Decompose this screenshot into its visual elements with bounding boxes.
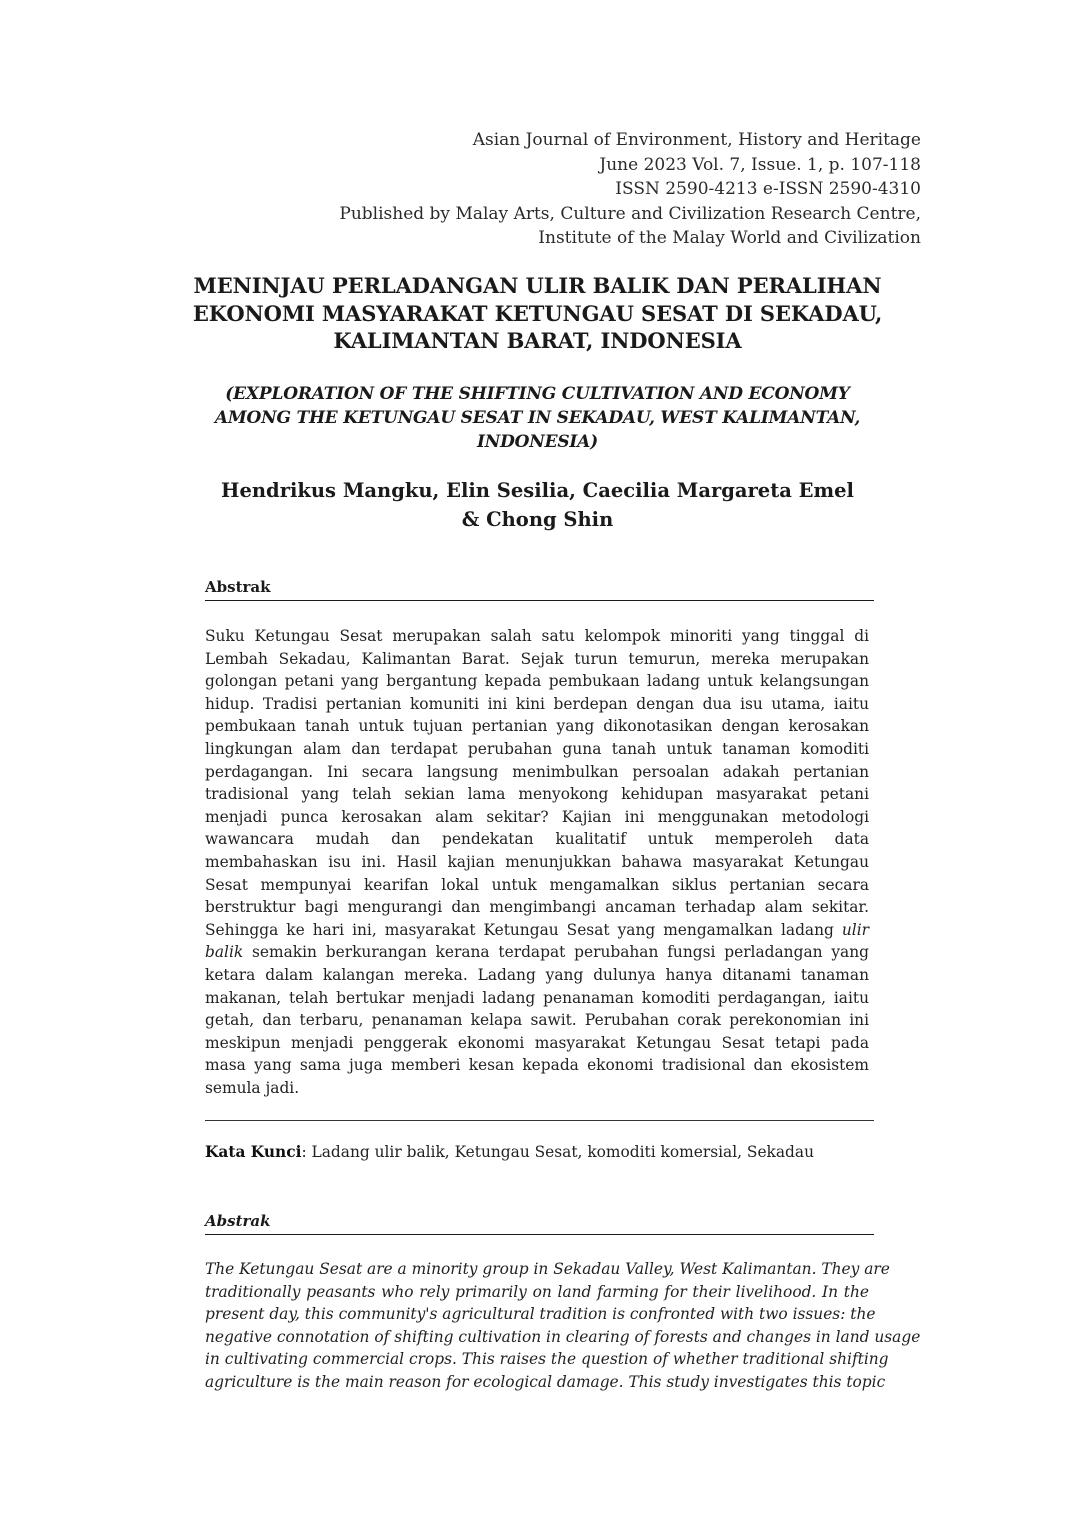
keywords [205, 1143, 874, 1161]
abstract-line: Suku Ketungau Sesat merupakan salah satu kelompok minoriti yang tinggal di [205, 627, 869, 645]
abstract-line [205, 919, 869, 942]
abstract-line: tradisional yang telah sekian lama menyokong kehidupan masyarakat petani [205, 785, 869, 804]
abstract-line: present day, this community's agricultural tradition is confronted with two issues: the [205, 1305, 876, 1324]
abstract-heading-english: Abstrak [205, 1212, 874, 1235]
abstract-line: wawancara mudah dan pendekatan kualitatif untuk memperoleh data [205, 830, 869, 849]
abstract-english [205, 1258, 921, 1394]
journal-issue: June 2023 Vol. 7, Issue. 1, p. 107-118 [599, 154, 921, 175]
abstract-line: Lembah Sekadau, Kalimantan Barat. Sejak turun temurun, mereka merupakan [205, 649, 869, 668]
journal-name: Asian Journal of Environment, History and Heritage [472, 130, 921, 150]
journal-institute: Institute of the Malay World and Civilization [538, 228, 921, 248]
abstract-line: negative connotation of shifting cultivation in clearing of forests and changes in land usage [205, 1327, 921, 1346]
authors-line: & Chong Shin [461, 508, 614, 531]
paper-title [150, 272, 925, 355]
abstract-line: berstruktur bagi mengurangi dan mengimbangi ancaman terhadap alam sekitar. [205, 898, 869, 917]
english-title [150, 382, 925, 454]
abstract-malay [205, 625, 869, 1099]
journal-issn: ISSN 2590-4213 e-ISSN 2590-4310 [615, 179, 921, 199]
keywords-text: Ladang ulir balik, Ketungau Sesat, komoditi komersial, Sekadau [306, 1143, 814, 1161]
abstract-line: ketara dalam kalangan mereka. Ladang yang dulunya hanya ditanami tanaman [205, 965, 869, 984]
abstract-line: pembukaan tanah untuk tujuan pertanian yang dikonotasikan dengan kerosakan [205, 717, 869, 736]
journal-publisher: Published by Malay Arts, Culture and Civilization Research Centre, [339, 203, 921, 224]
abstract-line: perdagangan. Ini secara langsung menimbulkan persoalan adakah pertanian [205, 762, 869, 781]
abstract-line: hidup. Tradisi pertanian komuniti ini kini berdepan dengan dua isu utama, iaitu [205, 694, 869, 713]
abstract-line: agriculture is the main reason for ecological damage. This study investigates this topic [205, 1372, 886, 1391]
english-title-line: (EXPLORATION OF THE SHIFTING CULTIVATION AND ECONOMY [225, 384, 850, 404]
abstract-line: masa yang sama juga memberi kesan kepada ekonomi tradisional dan ekosistem [205, 1056, 869, 1075]
paper-title-line: MENINJAU PERLADANGAN ULIR BALIK DAN PERALIHAN [193, 273, 882, 298]
paper-title-line: EKONOMI MASYARAKAT KETUNGAU SESAT DI SEKADAU, [192, 300, 883, 326]
abstract-line: semula jadi. [205, 1078, 300, 1097]
abstract-term-italic: balik [205, 943, 244, 962]
authors [150, 476, 925, 534]
abstract-text: Sehingga ke hari ini, masyarakat Ketungau Sesat yang mengamalkan ladang [205, 920, 834, 939]
paper-title-line: KALIMANTAN BARAT, INDONESIA [333, 328, 742, 353]
abstract-term-italic: ulir [841, 920, 869, 939]
abstract-line: getah, dan terbaru, penanaman kelapa sawit. Perubahan corak perekonomian ini [205, 1011, 869, 1030]
abstract-line: golongan petani yang bergantung kepada pembukaan ladang untuk kelangsungan [205, 672, 869, 691]
abstract-line: lingkungan alam dan terdapat perubahan guna tanah untuk tanaman komoditi [205, 739, 869, 758]
abstract-line: The Ketungau Sesat are a minority group in Sekadau Valley, West Kalimantan. They are [205, 1260, 890, 1278]
abstract-text: semakin berkurangan kerana terdapat perubahan fungsi perladangan yang [252, 943, 869, 962]
authors-line: Hendrikus Mangku, Elin Sesilia, Caecilia Margareta Emel [221, 479, 854, 502]
abstract-line: membahaskan isu ini. Hasil kajian menunjukkan bahawa masyarakat Ketungau [205, 852, 869, 871]
keywords-separator: : [301, 1143, 307, 1161]
abstract-line: in cultivating commercial crops. This raises the question of whether traditional shifting [205, 1350, 889, 1369]
abstract-line: makanan, telah bertukar menjadi ladang penanaman komoditi perdagangan, iaitu [205, 988, 869, 1007]
keywords-label: Kata Kunci [205, 1143, 302, 1161]
abstract-heading-malay: Abstrak [205, 578, 874, 601]
english-title-line: INDONESIA) [476, 432, 598, 452]
abstract-line: traditionally peasants who rely primarily on land farming for their livelihood. In the [205, 1282, 869, 1301]
abstract-line [205, 941, 869, 964]
abstract-line: meskipun menjadi penggerak ekonomi masyarakat Ketungau Sesat tetapi pada [205, 1033, 869, 1052]
abstract-line: menjadi punca kerosakan alam sekitar? Kajian ini menggunakan metodologi [205, 807, 869, 826]
abstract-line: Sesat mempunyai kearifan lokal untuk mengamalkan siklus pertanian secara [205, 875, 869, 894]
journal-header [301, 128, 921, 251]
section-divider [205, 1120, 874, 1121]
english-title-line: AMONG THE KETUNGAU SESAT IN SEKADAU, WEST KALIMANTAN, [214, 408, 861, 428]
